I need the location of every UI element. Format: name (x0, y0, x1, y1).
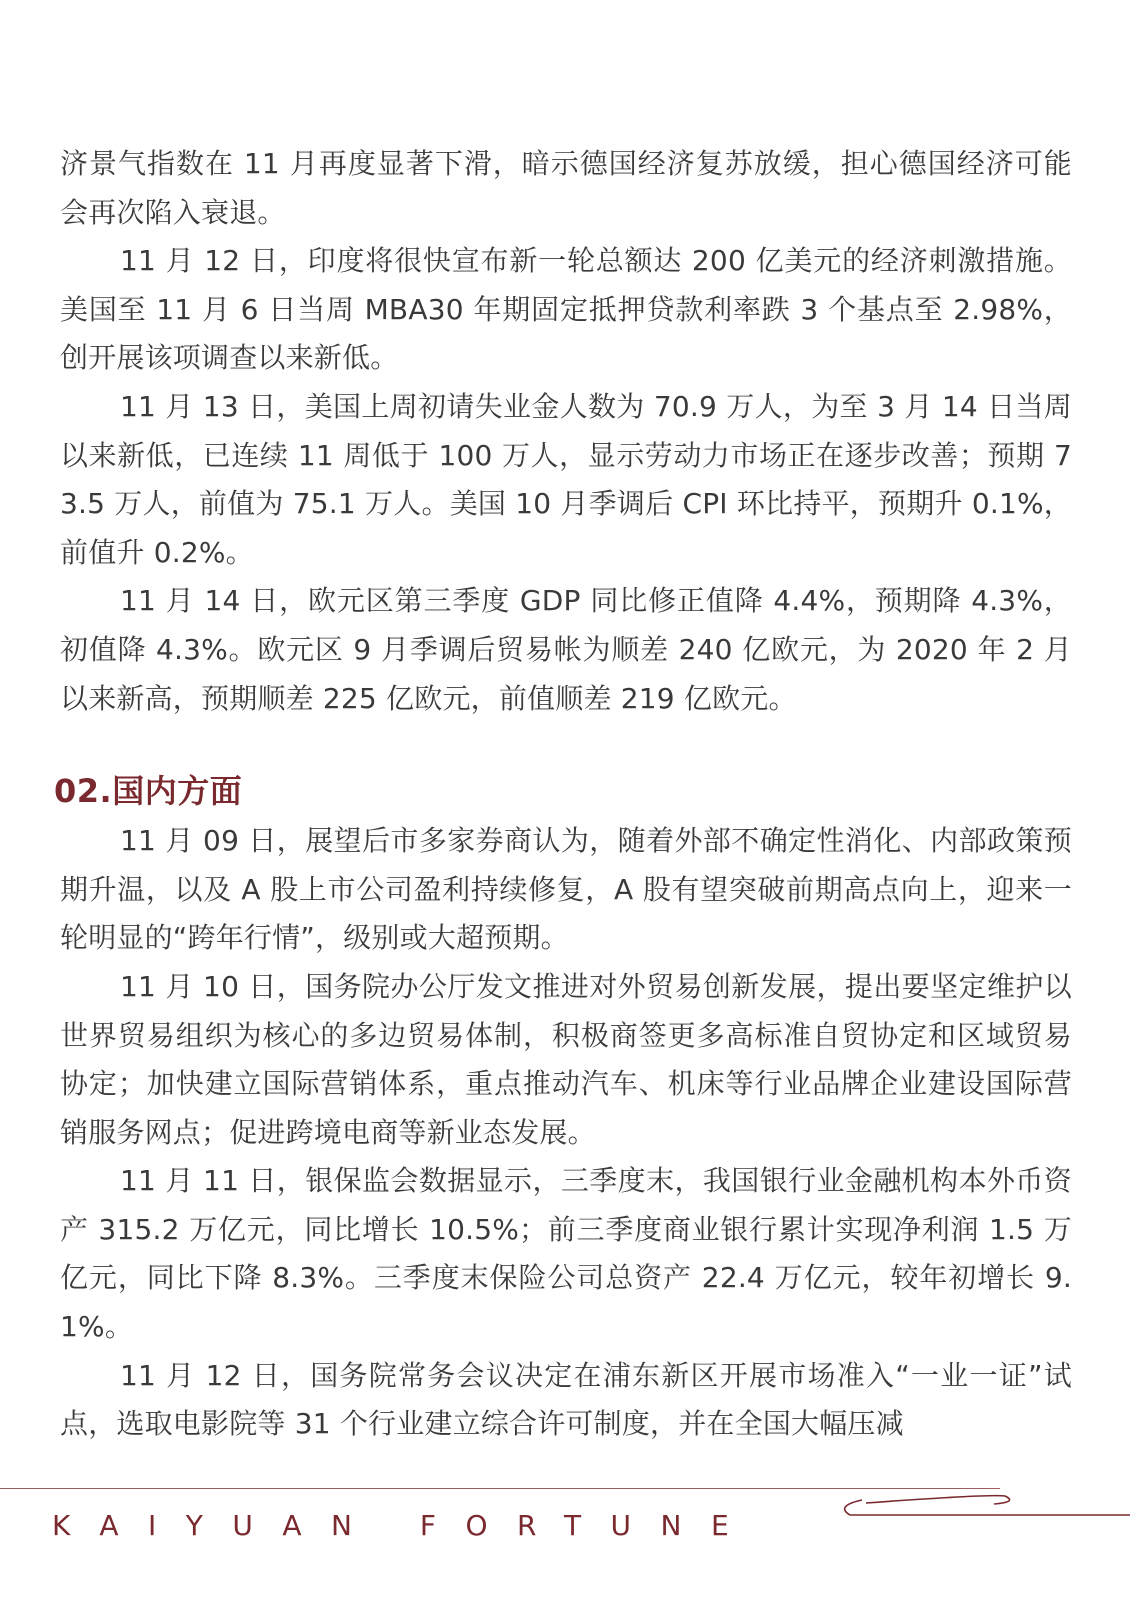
paragraph-continuation: 济景气指数在 11 月再度显著下滑，暗示德国经济复苏放缓，担心德国经济可能会再次陷入衰退。 (60, 147, 1072, 229)
paragraph-a-share-outlook: 11 月 09 日，展望后市多家券商认为，随着外部不确定性消化、内部政策预期升温，以及 A 股上市公司盈利持续修复，A 股有望突破前期高点向上，迎来一轮明显的“跨年行情”，级别或大超预期。 (60, 824, 1072, 955)
paragraph-foreign-trade: 11 月 10 日，国务院办公厅发文推进对外贸易创新发展，提出要坚定维护以世界贸易组织为核心的多边贸易体制，积极商签更多高标准自贸协定和区域贸易协定；加快建立国际营销体系，重点推动汽车、机床等行业品牌企业建设国际营销服务网点；促进跨境电商等新业态发展。 (60, 969, 1072, 1149)
paragraph-banking-data: 11 月 11 日，银保监会数据显示，三季度末，我国银行业金融机构本外币资产 315.2 万亿元，同比增长 10.5%；前三季度商业银行累计实现净利润 1.5 万亿元，同比下降 8.3%。三季度末保险公司总资产 22.4 万亿元，较年初增长 9.1%。 (60, 1164, 1072, 1344)
footer-swoosh-inner (866, 1496, 1010, 1504)
page-content (54, 140, 1072, 1449)
section-heading-domestic: 02.国内方面 (54, 772, 243, 811)
footer-brand-wordmark: KAIYUAN FORTUNE (52, 1509, 759, 1542)
paragraph-us-jobless: 11 月 13 日，美国上周初请失业金人数为 70.9 万人，为至 3 月 14 日当周以来新低，已连续 11 周低于 100 万人，显示劳动力市场正在逐步改善；预期 73.5 万人，前值为 75.1 万人。美国 10 月季调后 CPI 环比持平，预期升 0.1%，前值升 0.2%。 (60, 389, 1072, 569)
paragraph-india-stimulus: 11 月 12 日，印度将很快宣布新一轮总额达 200 亿美元的经济刺激措施。美国至 11 月 6 日当周 MBA30 年期固定抵押贷款利率跌 3 个基点至 2.98%，创开展该项调查以来新低。 (60, 244, 1072, 375)
paragraph-pudong-pilot: 11 月 12 日，国务院常务会议决定在浦东新区开展市场准入“一业一证”试点，选取电影院等 31 个行业建立综合许可制度，并在全国大幅压减 (60, 1358, 1072, 1441)
paragraph-eurozone-gdp: 11 月 14 日，欧元区第三季度 GDP 同比修正值降 4.4%，预期降 4.3%，初值降 4.3%。欧元区 9 月季调后贸易帐为顺差 240 亿欧元，为 2020 年 2 月以来新高，预期顺差 225 亿欧元，前值顺差 219 亿欧元。 (60, 584, 1072, 715)
